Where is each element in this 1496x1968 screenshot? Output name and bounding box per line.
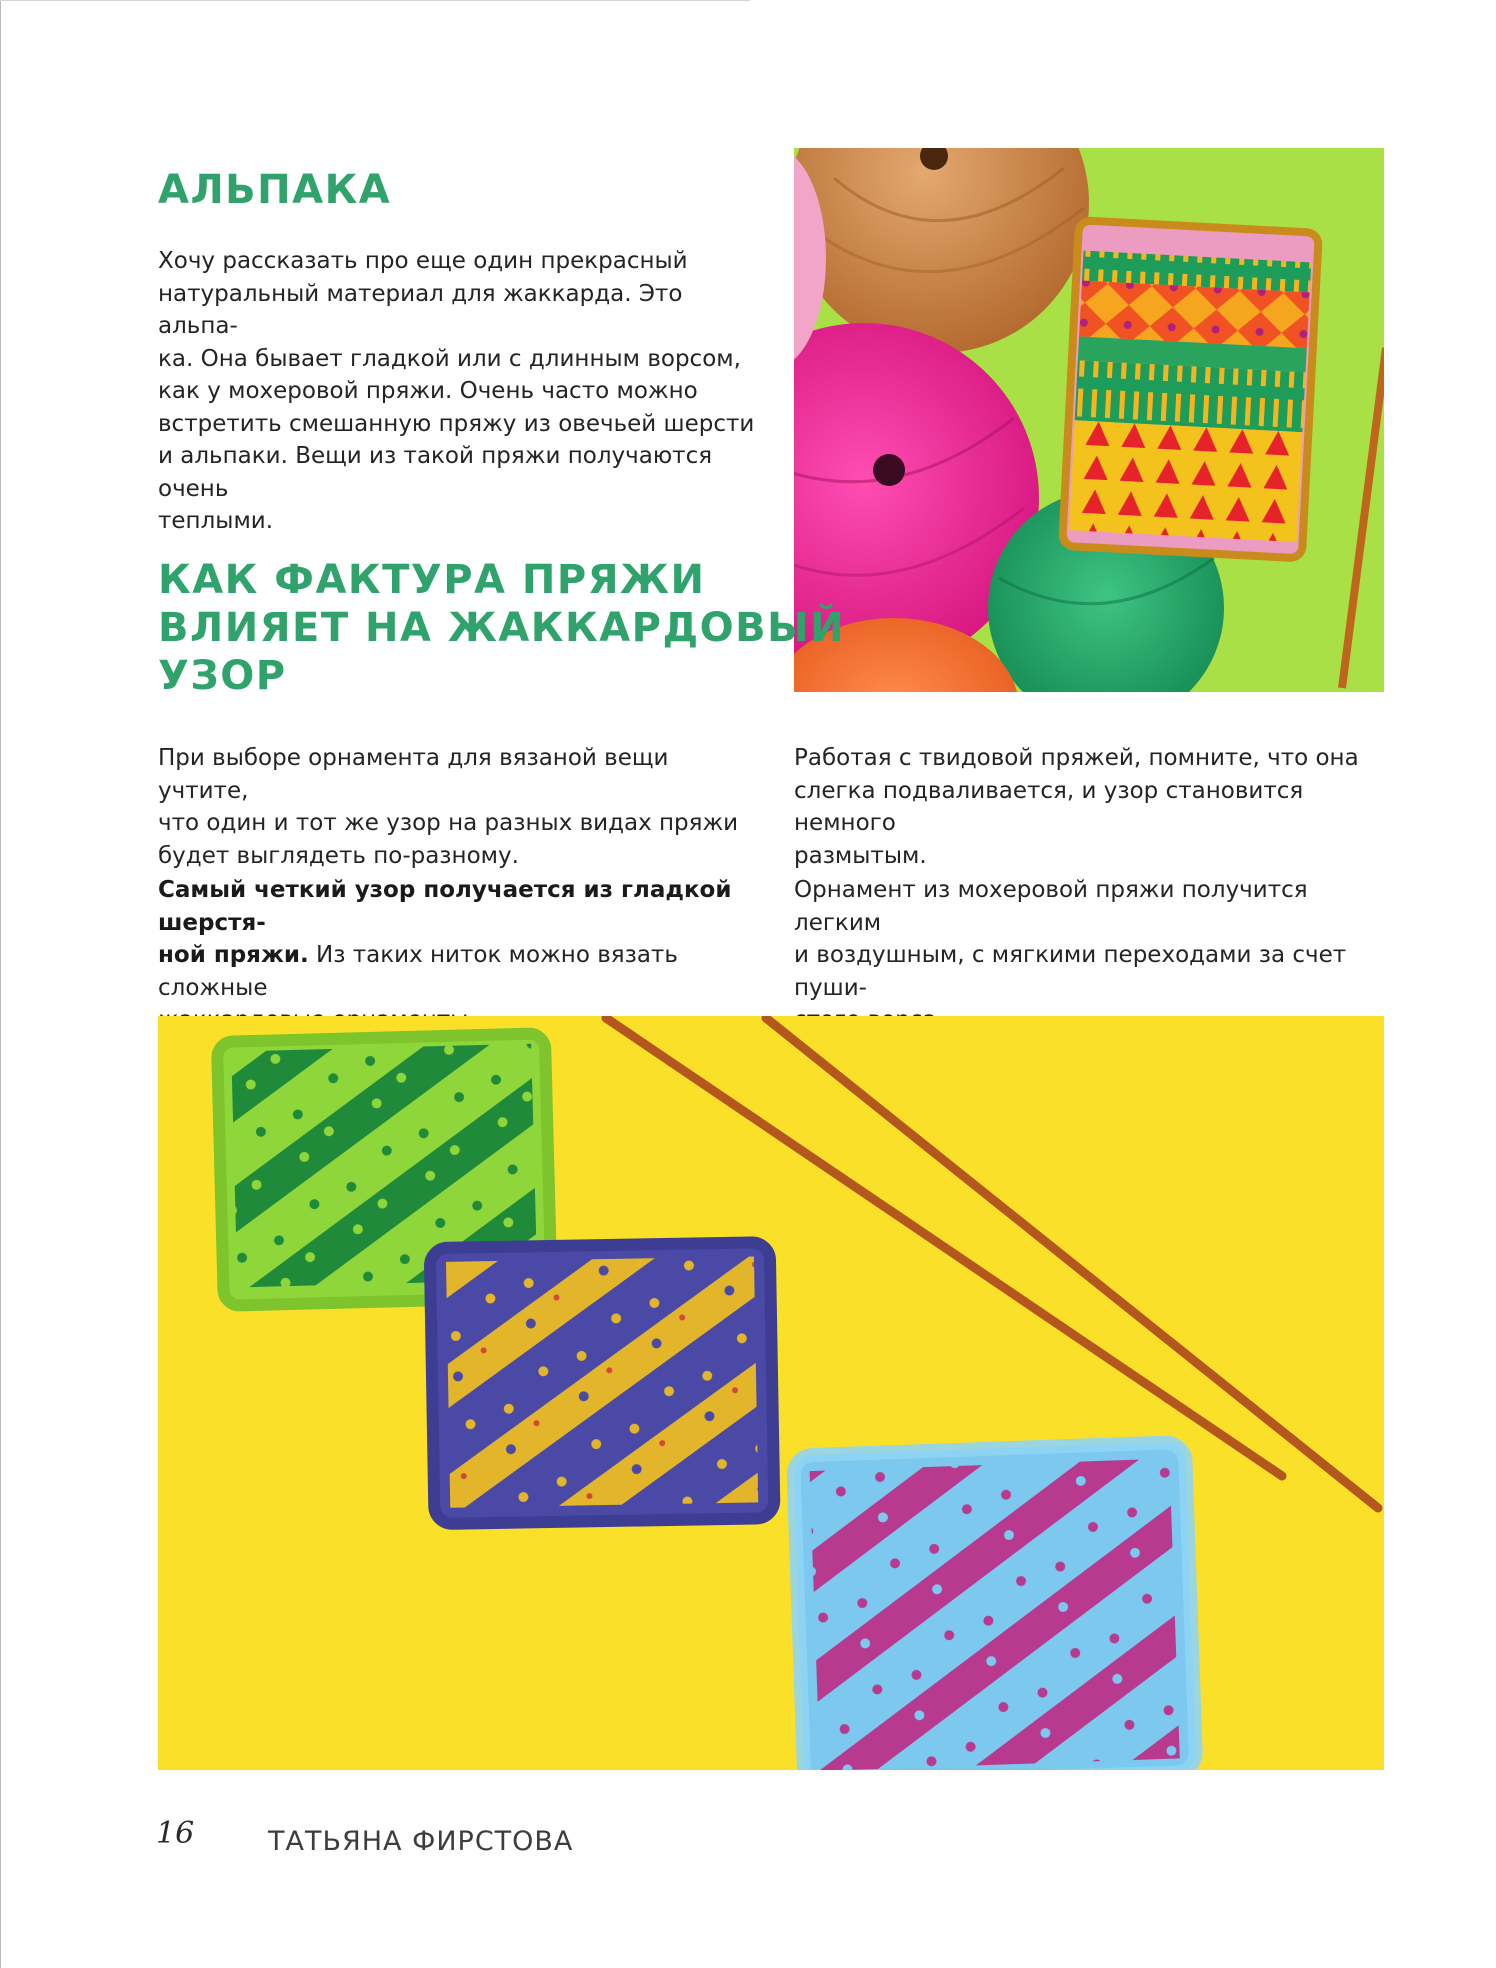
heading-line: ВЛИЯЕТ НА ЖАККАРДОВЫЙ — [158, 605, 846, 651]
heading-alpaca: АЛЬПАКА — [158, 167, 392, 213]
page-top-edge — [0, 0, 750, 1]
text-line: ка. Она бывает гладкой или с длинным ворсом, — [158, 345, 741, 372]
bold-text: ной пряжи. — [158, 942, 309, 968]
text-line: теплыми. — [158, 508, 274, 534]
heading-yarn-texture — [158, 556, 845, 700]
text-line: Орнамент из мохеровой пряжи получится легким — [794, 877, 1308, 936]
bold-text: Самый четкий узор получается из гладкой шерстя- — [158, 877, 732, 936]
text-line: встретить смешанную пряжу из овечьей шерсти — [158, 410, 755, 437]
photo-yarn-balls — [794, 148, 1384, 692]
text-line: Из таких ниток можно вязать сложные — [158, 942, 678, 1001]
text-line: как у мохеровой пряжи. Очень часто можно — [158, 378, 698, 404]
text-line: будет выглядеть по-разному. — [158, 842, 519, 869]
text-line: Хочу рассказать про еще один прекрасный — [158, 248, 688, 274]
page-number: 16 — [156, 1816, 195, 1851]
text-line: что один и тот же узор на разных видах пряжи — [158, 810, 739, 836]
text-line: и воздушным, с мягкими переходами за счет пуши- — [794, 942, 1347, 1001]
paragraph-right-1 — [794, 742, 1394, 872]
heading-line: УЗОР — [158, 653, 287, 699]
paragraph-left-2 — [158, 874, 758, 1037]
author-name: ТАТЬЯНА ФИРСТОВА — [268, 1826, 574, 1857]
paragraph-right-2 — [794, 874, 1394, 1037]
yarn-balls-illustration — [794, 148, 1384, 692]
text-line: Работая с твидовой пряжей, помните, что она — [794, 745, 1359, 771]
swatches-illustration — [158, 1016, 1384, 1770]
text-line: и альпаки. Вещи из такой пряжи получаются очень — [158, 443, 713, 502]
page-edge — [0, 0, 1, 1968]
text-line: размытым. — [794, 842, 927, 869]
paragraph-left-1 — [158, 742, 758, 872]
text-line: При выборе орнамента для вязаной вещи учтите, — [158, 745, 669, 804]
text-line: натуральный материал для жаккарда. Это альпа- — [158, 280, 683, 339]
paragraph-alpaca — [158, 245, 758, 538]
heading-line: КАК ФАКТУРА ПРЯЖИ — [158, 557, 706, 603]
text-line: слегка подваливается, и узор становится немного — [794, 777, 1304, 836]
photo-jacquard-swatches — [158, 1016, 1384, 1770]
